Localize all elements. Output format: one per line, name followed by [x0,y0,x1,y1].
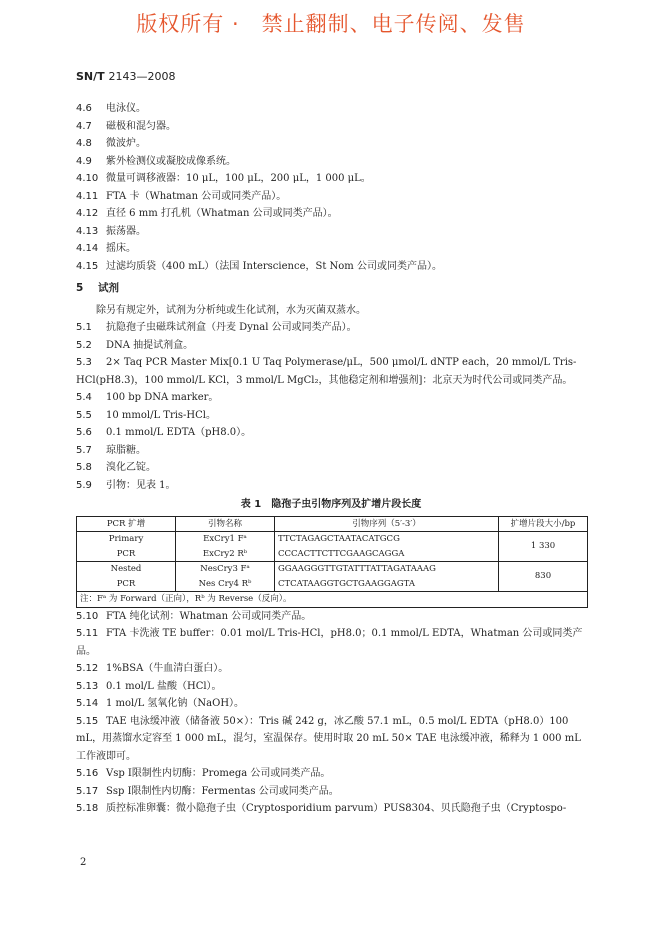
item-number: 4.7 [76,120,92,132]
item-text: 1 mol/L 氢氧化钠（NaOH）。 [106,698,245,709]
list-item [76,459,586,477]
item-text: DNA 抽提试剂盒。 [106,339,194,351]
item-text: 微量可调移液器：10 μL，100 μL，200 μL，1 000 μL。 [106,173,371,184]
list-item [76,354,586,389]
item-number: 5.10 [76,610,99,622]
section-intro: 除另有规定外，试剂为分析纯或生化试剂，水为灭菌双蒸水。 [96,304,366,316]
item-text: 紫外检测仪或凝胶成像系统。 [106,155,236,167]
list-item [76,783,586,801]
sequence-cell: TTCTAGAGCTAATACATGCG CCCACTTCTTCGAAGCAGGA [275,532,499,562]
table-row [77,562,588,592]
list-item [76,100,586,118]
list-item [76,188,586,206]
item-text: 1%BSA（牛血清白蛋白）。 [106,663,229,674]
item-number: 5.17 [76,785,99,797]
list-item [76,695,586,713]
item-text: Vsp Ⅰ限制性内切酶：Promega 公司或同类产品。 [106,768,331,779]
item-text: FTA 卡洗液 TE buffer：0.01 mol/L Tris-HCl，pH8.0；0.1 mmol/L EDTA，Whatman 公司或同类产品。 [76,628,583,657]
item-number: 5.9 [76,479,92,491]
item-number: 5.1 [76,322,92,333]
item-text: 10 mmol/L Tris-HCl。 [106,409,217,421]
item-text: TAE 电泳缓冲液（储备液 50×）：Tris 碱 242 g，冰乙酸 57.1 mL，0.5 mol/L EDTA（pH8.0）100 mL，用蒸馏水定容至 1 000 mL，混匀，室温保存。使用时取 20 mL 50× TAE 电泳缓冲液，稀释为 1 000 mL 工作液即可。 [76,715,581,762]
item-text: 过滤均质袋（400 mL）（法国 Interscience，St Nom 公司或同类产品）。 [106,260,442,272]
item-number: 5.12 [76,663,99,674]
item-text: 摇床。 [106,243,136,254]
item-text: Ssp Ⅰ限制性内切酶：Fermentas 公司或同类产品。 [106,785,339,797]
table-caption: 表 1 隐孢子虫引物序列及扩增片段长度 [240,499,422,510]
item-number: 5.14 [76,698,99,709]
list-item [76,442,586,460]
reagent-list-1 [76,319,586,354]
item-number: 5.13 [76,680,99,692]
table-note-row [77,592,588,608]
primer-table [76,516,588,608]
item-number: 5.15 [76,715,99,727]
item-text: 琼脂糖。 [106,444,146,456]
item-number: 4.14 [76,243,99,254]
sequence-cell: GGAAGGGTTGTATTTATTAGATAAAG CTCATAAGGTGCTGAAGGAGTA [275,562,499,592]
list-item [76,205,586,223]
item-text: 质控标准卵囊：微小隐孢子虫（Cryptosporidium parvum）PUS8304、贝氏隐孢子虫（Cryptospo- [106,803,567,814]
header-cell: 扩增片段大小/bp [499,516,588,532]
document-body [76,100,586,818]
item-text: 微波炉。 [106,138,146,149]
list-item [76,337,586,355]
item-number: 5.11 [76,628,99,639]
section-title: 试剂 [98,282,119,294]
item-number: 4.15 [76,260,99,272]
list-item [76,800,586,818]
header-cell: 引物序列（5′-3′） [275,516,499,532]
item-number: 5.18 [76,803,99,814]
list-item [76,118,586,136]
page-number: 2 [80,857,87,868]
item-text: 0.1 mmol/L EDTA（pH8.0）。 [106,427,252,438]
list-item [76,625,586,660]
item-text: 抗隐孢子虫磁珠试剂盒（丹麦 Dynal 公司或同类产品）。 [106,322,357,333]
reagent-list-2 [76,389,586,494]
list-item [76,608,586,626]
list-item [76,424,586,442]
standard-number: 2143—2008 [108,70,176,83]
item-text: 溴化乙锭。 [106,462,156,473]
size-cell: 830 [499,562,588,592]
header-cell: PCR 扩增 [77,516,176,532]
header-cell: 引物名称 [176,516,275,532]
section-number: 5 [76,282,84,294]
item-number: 4.9 [76,155,92,167]
item-text: 0.1 mol/L 盐酸（HCl）。 [106,680,222,692]
list-item [76,170,586,188]
item-number: 5.8 [76,462,92,473]
pcr-cell: Primary PCR [77,532,176,562]
standard-prefix: SN/T [76,70,105,83]
table-row [77,532,588,562]
item-number: 5.4 [76,392,92,403]
list-item [76,407,586,425]
item-number: 5.16 [76,768,99,779]
item-number: 4.11 [76,190,99,202]
item-text: FTA 卡（Whatman 公司或同类产品）。 [106,190,287,202]
table-note: 注：Fᵃ 为 Forward（正向），Rᵇ 为 Reverse（反向）。 [77,592,588,608]
item-number: 4.13 [76,225,99,237]
item-number: 5.7 [76,444,92,456]
item-number: 5.5 [76,409,92,421]
list-item [76,153,586,171]
size-cell: 1 330 [499,532,588,562]
reagent-list-3 [76,608,586,818]
document-header [76,70,176,83]
item-text: 直径 6 mm 打孔机（Whatman 公司或同类产品）。 [106,208,338,219]
item-number: 4.8 [76,138,92,149]
item-text: 电泳仪。 [106,103,146,114]
item-text: FTA 纯化试剂：Whatman 公司或同类产品。 [106,610,312,622]
list-item [76,678,586,696]
list-item [76,713,586,766]
list-item [76,240,586,258]
list-item [76,765,586,783]
list-item [76,389,586,407]
item-number: 5.3 [76,357,92,368]
item-text: 磁极和混匀器。 [106,120,176,132]
equipment-list [76,100,586,275]
primer-name-cell: NesCry3 Fᵃ Nes Cry4 Rᵇ [176,562,275,592]
watermark: 版权所有 · 禁止翻制、电子传阅、发售 [136,12,526,36]
pcr-cell: Nested PCR [77,562,176,592]
item-number: 4.10 [76,173,99,184]
primer-name-cell: ExCry1 Fᵃ ExCry2 Rᵇ [176,532,275,562]
list-item [76,477,586,495]
table-header-row [77,516,588,532]
item-text: 振荡器。 [106,225,146,237]
item-number: 5.2 [76,339,92,351]
list-item [76,660,586,678]
item-text: 2× Taq PCR Master Mix[0.1 U Taq Polymerase/μL，500 μmol/L dNTP each，20 mmol/L Tris-HCl(pH8.3)，100 mmol/L KCl，3 mmol/L MgCl₂，其他稳定剂和增强剂]：北京天为时代公司或同类产品。 [76,357,577,386]
list-item [76,135,586,153]
section-heading [76,280,586,298]
item-text: 100 bp DNA marker。 [106,392,219,403]
list-item [76,223,586,241]
item-number: 4.6 [76,103,92,114]
item-number: 5.6 [76,427,92,438]
list-item [76,258,586,276]
item-text: 引物：见表 1。 [106,479,176,491]
item-number: 4.12 [76,208,99,219]
list-item [76,319,586,337]
